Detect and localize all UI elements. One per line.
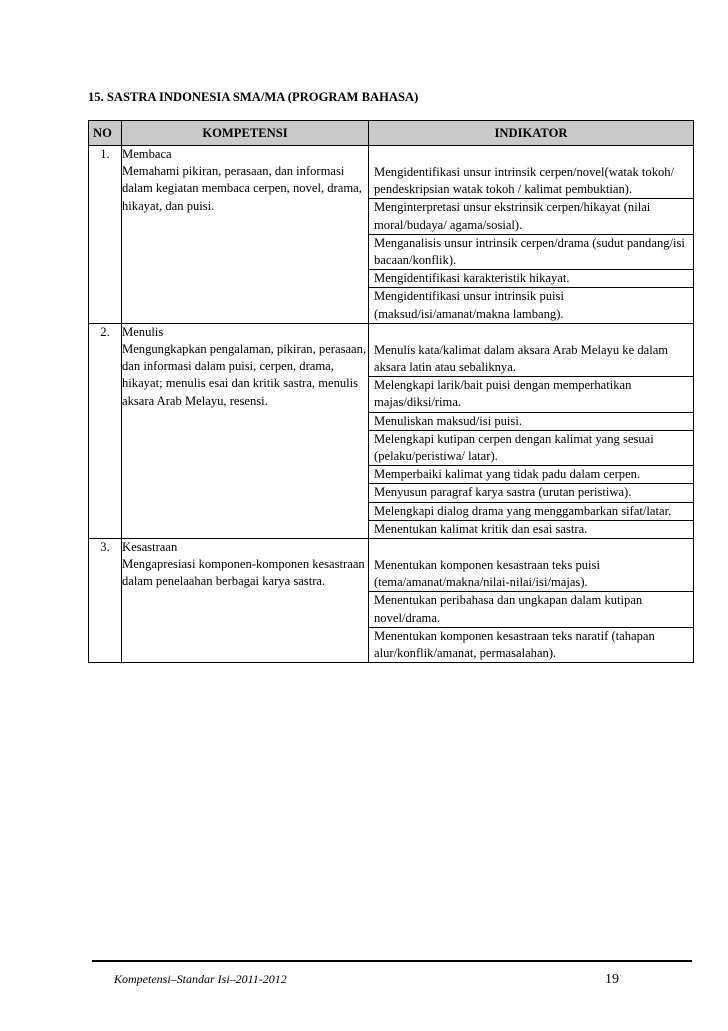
indikator-item: Mengidentifikasi karakteristik hikayat. (369, 270, 693, 288)
kompetensi-heading: Kesastraan (122, 540, 178, 555)
indikator-item: Mengidentifikasi unsur intrinsik puisi (maksud/isi/amanat/makna lambang). (374, 289, 564, 321)
page-number: 19 (605, 972, 619, 987)
kompetensi-cell (122, 323, 369, 538)
row-number: 3. (89, 539, 122, 663)
indikator-spacer (369, 539, 693, 557)
indikator-item: Menentukan komponen kesastraan teks naratif (tahapan alur/konflik/amanat, permasalahan). (374, 628, 655, 661)
header-kompetensi: KOMPETENSI (122, 121, 369, 146)
table-row (89, 146, 694, 324)
table-row (89, 323, 694, 538)
page-title: 15. SASTRA INDONESIA SMA/MA (PROGRAM BAHASA) (88, 90, 419, 104)
header-indikator: INDIKATOR (369, 121, 694, 146)
indikator-item: Melengkapi dialog drama yang menggambarkan sifat/latar. (369, 503, 693, 521)
kompetensi-cell (122, 146, 369, 324)
indikator-cell (369, 323, 694, 538)
indikator-item: Menuliskan maksud/isi puisi. (369, 413, 693, 431)
indikator-item: Menyusun paragraf karya sastra (urutan peristiwa). (369, 484, 693, 502)
indikator-item: Melengkapi larik/bait puisi dengan memperhatikan majas/diksi/rima. (369, 377, 693, 412)
indikator-item: Menginterpretasi unsur ekstrinsik cerpen/hikayat (nilai moral/budaya/ agama/sosial). (369, 199, 693, 234)
header-no: NO (89, 121, 122, 146)
footer-document-label: Kompetensi–Standar Isi–2011-2012 (114, 972, 287, 986)
footer-rule (92, 960, 692, 962)
indikator-item: Menentukan kalimat kritik dan esai sastra. (374, 521, 588, 536)
row-number: 1. (89, 146, 122, 324)
kompetensi-heading: Membaca (122, 147, 172, 161)
indikator-cell (369, 146, 694, 324)
competency-table (88, 120, 694, 663)
indikator-item: Memperbaiki kalimat yang tidak padu dalam cerpen. (369, 466, 693, 484)
indikator-spacer (369, 324, 693, 342)
indikator-item: Menganalisis unsur intrinsik cerpen/drama (sudut pandang/isi bacaan/konflik). (369, 235, 693, 270)
indikator-item: Mengidentifikasi unsur intrinsik cerpen/novel(watak tokoh/ pendeskripsian watak tokoh / kalimat pembuktian). (369, 164, 693, 199)
kompetensi-text: Mengungkapkan pengalaman, pikiran, perasaan, dan informasi dalam puisi, cerpen, drama, hikayat; menulis esai dan kritik sastra, menulis aksara Arab Melayu, resensi. (122, 342, 367, 408)
kompetensi-text: Mengapresiasi komponen-komponen kesastraan dalam penelaahan berbagai karya sastra. (122, 557, 365, 589)
kompetensi-heading: Menulis (122, 324, 164, 339)
table-header-row (89, 121, 694, 146)
indikator-item: Menentukan peribahasa dan ungkapan dalam kutipan novel/drama. (369, 592, 693, 627)
indikator-item: Menentukan komponen kesastraan teks puisi (tema/amanat/makna/nilai-nilai/isi/majas). (369, 557, 693, 592)
indikator-item: Melengkapi kutipan cerpen dengan kalimat yang sesuai (pelaku/peristiwa/ latar). (369, 431, 693, 466)
row-number: 2. (89, 323, 122, 538)
indikator-cell (369, 539, 694, 663)
table-row (89, 539, 694, 663)
kompetensi-text: Memahami pikiran, perasaan, dan informasi dalam kegiatan membaca cerpen, novel, drama, hikayat, dan puisi. (122, 164, 362, 213)
indikator-item: Menulis kata/kalimat dalam aksara Arab Melayu ke dalam aksara latin atau sebaliknya. (369, 342, 693, 377)
indikator-spacer (369, 146, 693, 164)
kompetensi-cell (122, 539, 369, 663)
